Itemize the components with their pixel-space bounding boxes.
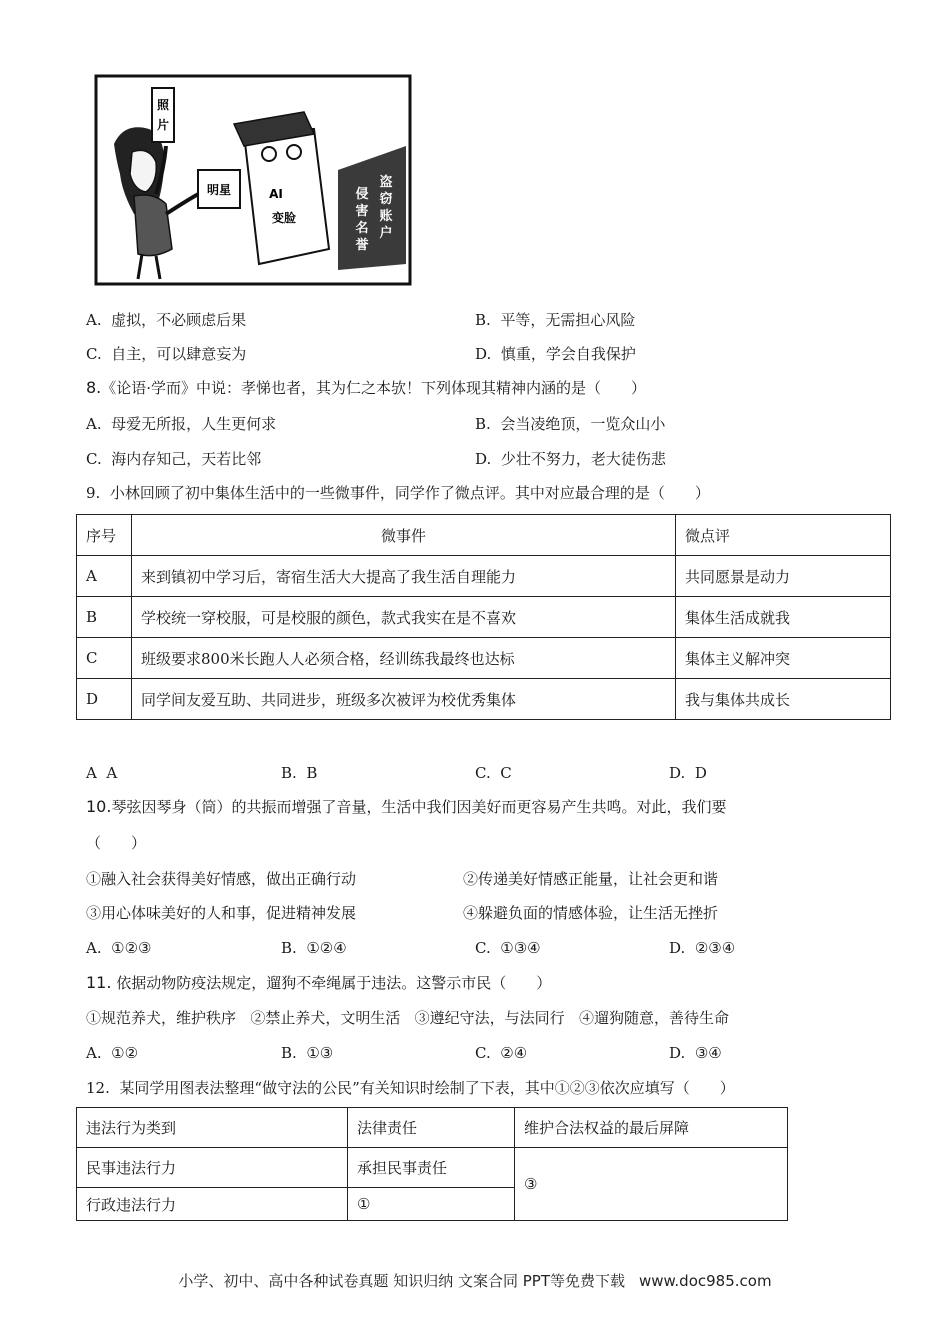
table-row (77, 679, 891, 720)
q8-option-a: A. 母爱无所报，人生更何求 (86, 415, 277, 433)
q12-table (76, 1107, 788, 1221)
q11-option-b: B. ①③ (281, 1044, 334, 1062)
q11-statement-1: ①规范养犬，维护秩序 (86, 1009, 237, 1027)
page-footer (0, 1270, 950, 1291)
table-cell: ① (348, 1188, 515, 1221)
q10-statement-1: ①融入社会获得美好情感，做出正确行动 (86, 870, 357, 888)
q9-option-c: C. C (475, 764, 512, 782)
table-cell: D (77, 679, 132, 720)
q9-table (76, 514, 891, 720)
q9-option-b: B. B (281, 764, 318, 782)
table-cell: 我与集体共成长 (676, 679, 891, 720)
svg-text:誉: 誉 (355, 238, 369, 253)
table-row (77, 597, 891, 638)
table-cell: 行政违法行力 (77, 1188, 348, 1221)
svg-text:害: 害 (355, 204, 369, 219)
table-row (77, 638, 891, 679)
q11-stem: 11. 依据动物防疫法规定，遛狗不牵绳属于违法。这警示市民（ ） (86, 973, 552, 992)
q8-option-d: D. 少壮不努力，老大徒伤悲 (475, 450, 666, 468)
q8-stem: 8.《论语·学而》中说：孝悌也者，其为仁之本欤！下列体现其精神内涵的是（ ） (86, 378, 647, 397)
svg-text:账: 账 (379, 209, 393, 224)
table-cell: 学校统一穿校服，可是校服的颜色，款式我实在是不喜欢 (132, 597, 676, 638)
footer-url: www.doc985.com (638, 1272, 772, 1290)
table-cell: 集体主义解冲突 (676, 638, 891, 679)
table-row (77, 556, 891, 597)
q10-option-c: C. ①③④ (475, 939, 541, 957)
svg-text:户: 户 (379, 226, 393, 241)
photo-label-1: 照 (156, 98, 170, 112)
star-label: 明星 (206, 183, 232, 197)
q10-stem-cont: （ ） (86, 834, 147, 852)
table-cell: 民事违法行力 (77, 1148, 348, 1188)
q11-statement-4: ④遛狗随意，善待生命 (578, 1009, 729, 1027)
q8-option-b: B. 会当凌绝顶，一览众山小 (475, 415, 666, 433)
q9-stem: 9. 小林回顾了初中集体生活中的一些微事件，同学作了微点评。其中对应最合理的是（ ） (86, 484, 710, 502)
footer-text: 小学、初中、高中各种试卷真题 知识归纳 文案合同 PPT等免费下载 (178, 1272, 625, 1290)
table-cell: 同学间友爱互助、共同进步，班级多次被评为校优秀集体 (132, 679, 676, 720)
cartoon-illustration (94, 74, 412, 286)
svg-text:盗: 盗 (379, 175, 393, 190)
q7-option-c: C. 自主，可以肆意妄为 (86, 345, 247, 363)
q11-statement-2: ②禁止养犬，文明生活 (250, 1009, 401, 1027)
table-row (77, 1148, 788, 1188)
table-cell-merged: ③ (515, 1148, 788, 1221)
table-cell: B (77, 597, 132, 638)
q8-option-c: C. 海内存知己，天若比邻 (86, 450, 262, 468)
table-header-cell: 维护合法权益的最后屏障 (515, 1108, 788, 1148)
q12-stem: 12. 某同学用图表法整理“做守法的公民”有关知识时绘制了下表，其中①②③依次应填写（ ） (86, 1079, 735, 1097)
q7-option-b: B. 平等，无需担心风险 (475, 311, 636, 329)
q10-option-a: A. ①②③ (86, 939, 152, 957)
ai-label: AI (269, 187, 283, 201)
table-cell: 集体生活成就我 (676, 597, 891, 638)
table-cell: C (77, 638, 132, 679)
svg-text:侵: 侵 (355, 187, 369, 202)
q9-option-a: A A (86, 764, 118, 782)
svg-text:窃: 窃 (379, 192, 393, 207)
table-cell: 班级要求800米长跑人人必须合格，经训练我最终也达标 (132, 638, 676, 679)
q11-option-c: C. ②④ (475, 1044, 528, 1062)
table-header-row (77, 1108, 788, 1148)
q10-statement-4: ④躲避负面的情感体验，让生活无挫折 (463, 904, 719, 922)
q9-option-d: D. D (669, 764, 707, 782)
q11-option-d: D. ③④ (669, 1044, 722, 1062)
q11-statement-3: ③遵纪守法，与法同行 (414, 1009, 565, 1027)
table-cell: 来到镇初中学习后，寄宿生活大大提高了我生活自理能力 (132, 556, 676, 597)
q10-option-b: B. ①②④ (281, 939, 347, 957)
table-header-cell: 微事件 (132, 515, 676, 556)
table-cell: A (77, 556, 132, 597)
q10-option-d: D. ②③④ (669, 939, 736, 957)
table-header-cell: 违法行为类到 (77, 1108, 348, 1148)
table-cell: 共同愿景是动力 (676, 556, 891, 597)
table-header-row (77, 515, 891, 556)
q7-option-a: A. 虚拟，不必顾虑后果 (86, 311, 247, 329)
q10-statement-3: ③用心体味美好的人和事，促进精神发展 (86, 904, 357, 922)
photo-label-2: 片 (156, 118, 170, 132)
q10-stem: 10.琴弦因琴身（筒）的共振而增强了音量，生活中我们因美好而更容易产生共鸣。对此，我们要 (86, 797, 727, 816)
table-header-cell: 法律责任 (348, 1108, 515, 1148)
q11-option-a: A. ①② (86, 1044, 139, 1062)
q11-statements (86, 1008, 729, 1028)
table-header-cell: 微点评 (676, 515, 891, 556)
face-swap-label: 变脸 (271, 211, 297, 225)
table-header-cell: 序号 (77, 515, 132, 556)
q7-option-d: D. 慎重，学会自我保护 (475, 345, 636, 363)
q10-statement-2: ②传递美好情感正能量，让社会更和谐 (463, 870, 719, 888)
svg-text:名: 名 (355, 221, 369, 236)
table-cell: 承担民事责任 (348, 1148, 515, 1188)
